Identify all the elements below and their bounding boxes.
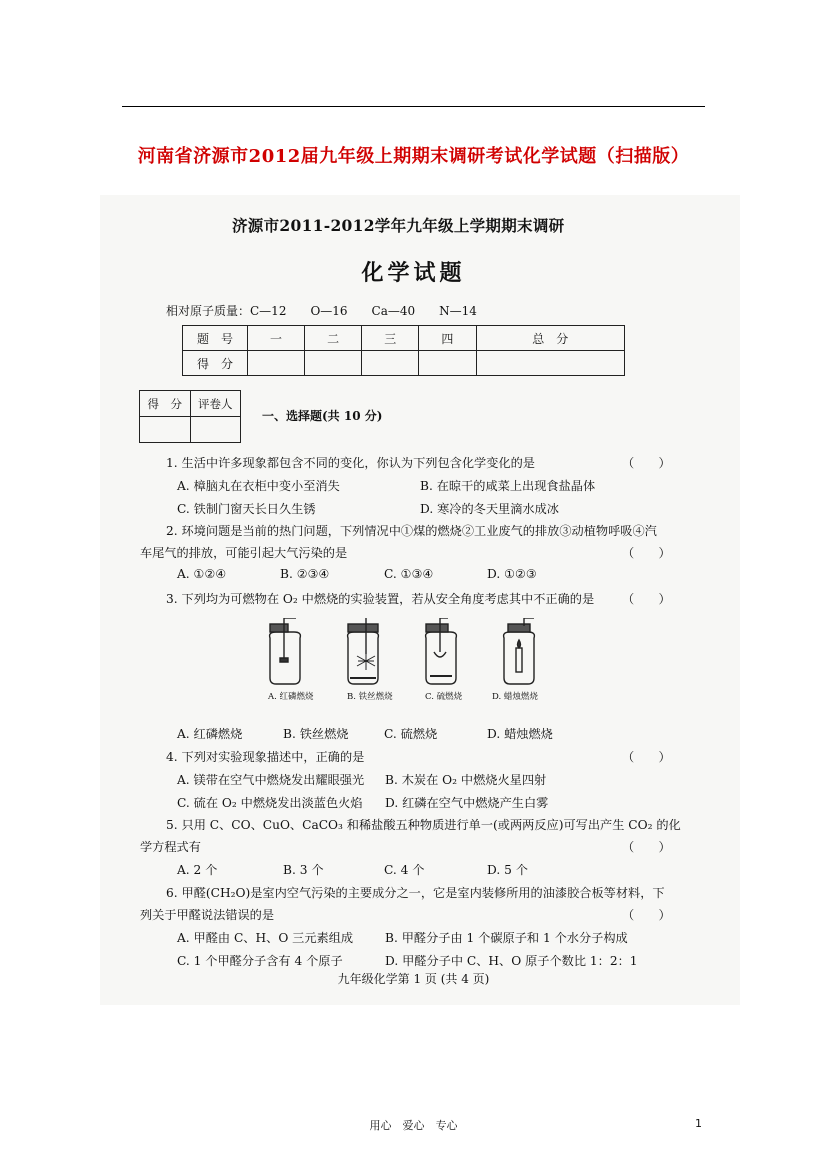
q2-stem: 2. 环境问题是当前的热门问题，下列情况中①煤的燃烧②工业废气的排放③动植物呼吸④汽	[166, 524, 657, 538]
q2-option-d: D. ①②③	[487, 567, 537, 581]
bottom-footer: 用心 爱心 专心	[369, 1119, 458, 1132]
answer-paren: （ ）	[622, 546, 671, 560]
score-table-cell: 一	[248, 326, 305, 351]
grader-score-cell	[140, 417, 191, 443]
answer-paren: （ ）	[622, 840, 671, 854]
q1-option-c: C. 铁制门窗天长日久生锈	[177, 502, 316, 516]
apparatus-d-candle	[504, 618, 535, 684]
q5-stem: 5. 只用 C、CO、CuO、CaCO₃ 和稀盐酸五种物质进行单一(或两两反应)可写出产生 CO₂ 的化	[166, 818, 681, 832]
exam-header: 济源市2011-2012学年九年级上学期期末调研	[232, 216, 565, 235]
q6-stem-cont: 列关于甲醛说法错误的是	[140, 908, 275, 922]
answer-paren: （ ）	[622, 592, 671, 606]
score-table-cell	[305, 351, 362, 376]
q6-option-b: B. 甲醛分子由 1 个碳原子和 1 个水分子构成	[385, 931, 628, 945]
header-rule	[122, 106, 705, 107]
q1-option-a: A. 樟脑丸在衣柜中变小至消失	[177, 479, 340, 493]
q2-option-b: B. ②③④	[280, 567, 330, 581]
apparatus-a-red-phosphorus	[270, 618, 301, 684]
grader-table	[139, 390, 241, 443]
q1-option-d: D. 寒冷的冬天里滴水成冰	[420, 502, 559, 516]
q4-option-a: A. 镁带在空气中燃烧发出耀眼强光	[177, 773, 365, 787]
apparatus-caption-c: C. 硫燃烧	[425, 692, 463, 702]
score-table-cell	[419, 351, 476, 376]
q3-option-c: C. 硫燃烧	[384, 727, 438, 741]
score-table-cell: 得 分	[183, 351, 248, 376]
score-table	[182, 325, 625, 376]
q3-option-d: D. 蜡烛燃烧	[487, 727, 553, 741]
q5-option-d: D. 5 个	[487, 863, 528, 877]
apparatus-caption-b: B. 铁丝燃烧	[347, 692, 393, 702]
q2-option-c: C. ①③④	[384, 567, 434, 581]
apparatus-c-sulfur	[426, 618, 457, 684]
q2-stem-cont: 车尾气的排放，可能引起大气污染的是	[140, 546, 348, 560]
combustion-apparatus-figure	[258, 618, 558, 688]
apparatus-b-iron-wire	[348, 618, 379, 684]
q4-stem: 4. 下列对实验现象描述中，正确的是	[166, 750, 365, 764]
exam-page-footer: 九年级化学第 1 页 (共 4 页)	[337, 972, 490, 986]
grader-score-label: 得 分	[140, 391, 191, 417]
score-table-cell: 二	[305, 326, 362, 351]
page-number: 1	[695, 1117, 702, 1130]
q3-option-b: B. 铁丝燃烧	[283, 727, 349, 741]
q6-option-a: A. 甲醛由 C、H、O 三元素组成	[177, 931, 354, 945]
q5-option-b: B. 3 个	[283, 863, 324, 877]
score-table-cell	[476, 351, 625, 376]
answer-paren: （ ）	[622, 908, 671, 922]
q4-option-b: B. 木炭在 O₂ 中燃烧火星四射	[385, 773, 547, 787]
section-heading: 一、选择题(共 10 分)	[262, 409, 383, 423]
score-table-cell: 三	[362, 326, 419, 351]
q6-option-c: C. 1 个甲醛分子含有 4 个原子	[177, 954, 343, 968]
q6-stem: 6. 甲醛(CH₂O)是室内空气污染的主要成分之一，它是室内装修所用的油漆胶合板等材料，下	[166, 886, 665, 900]
q1-stem: 1. 生活中许多现象都包含不同的变化，你认为下列包含化学变化的是	[166, 456, 535, 470]
apparatus-caption-d: D. 蜡烛燃烧	[492, 692, 538, 702]
q5-option-a: A. 2 个	[177, 863, 218, 877]
grader-name-cell	[190, 417, 241, 443]
q1-option-b: B. 在晾干的咸菜上出现食盐晶体	[420, 479, 596, 493]
q3-option-a: A. 红磷燃烧	[177, 727, 243, 741]
score-table-row	[183, 326, 625, 351]
score-table-cell	[248, 351, 305, 376]
score-table-row	[183, 351, 625, 376]
grader-label: 评卷人	[190, 391, 241, 417]
q5-stem-cont: 学方程式有	[140, 840, 201, 854]
answer-paren: （ ）	[622, 456, 671, 470]
q2-option-a: A. ①②④	[177, 567, 227, 581]
score-table-cell: 题 号	[183, 326, 248, 351]
q3-stem: 3. 下列均为可燃物在 O₂ 中燃烧的实验装置，若从安全角度考虑其中不正确的是	[166, 592, 595, 606]
q4-option-c: C. 硫在 O₂ 中燃烧发出淡蓝色火焰	[177, 796, 363, 810]
exam-title: 化学试题	[361, 260, 466, 286]
q5-option-c: C. 4 个	[384, 863, 425, 877]
q6-option-d: D. 甲醛分子中 C、H、O 原子个数比 1：2：1	[385, 954, 638, 968]
answer-paren: （ ）	[622, 750, 671, 764]
score-table-cell: 总 分	[476, 326, 625, 351]
apparatus-caption-a: A. 红磷燃烧	[268, 692, 314, 702]
q4-option-d: D. 红磷在空气中燃烧产生白雾	[385, 796, 549, 810]
score-table-cell	[362, 351, 419, 376]
document-title: 河南省济源市2012届九年级上期期末调研考试化学试题（扫描版）	[137, 146, 690, 167]
score-table-cell: 四	[419, 326, 476, 351]
atomic-mass-line: 相对原子质量：C—12 O—16 Ca—40 N—14	[166, 304, 477, 318]
